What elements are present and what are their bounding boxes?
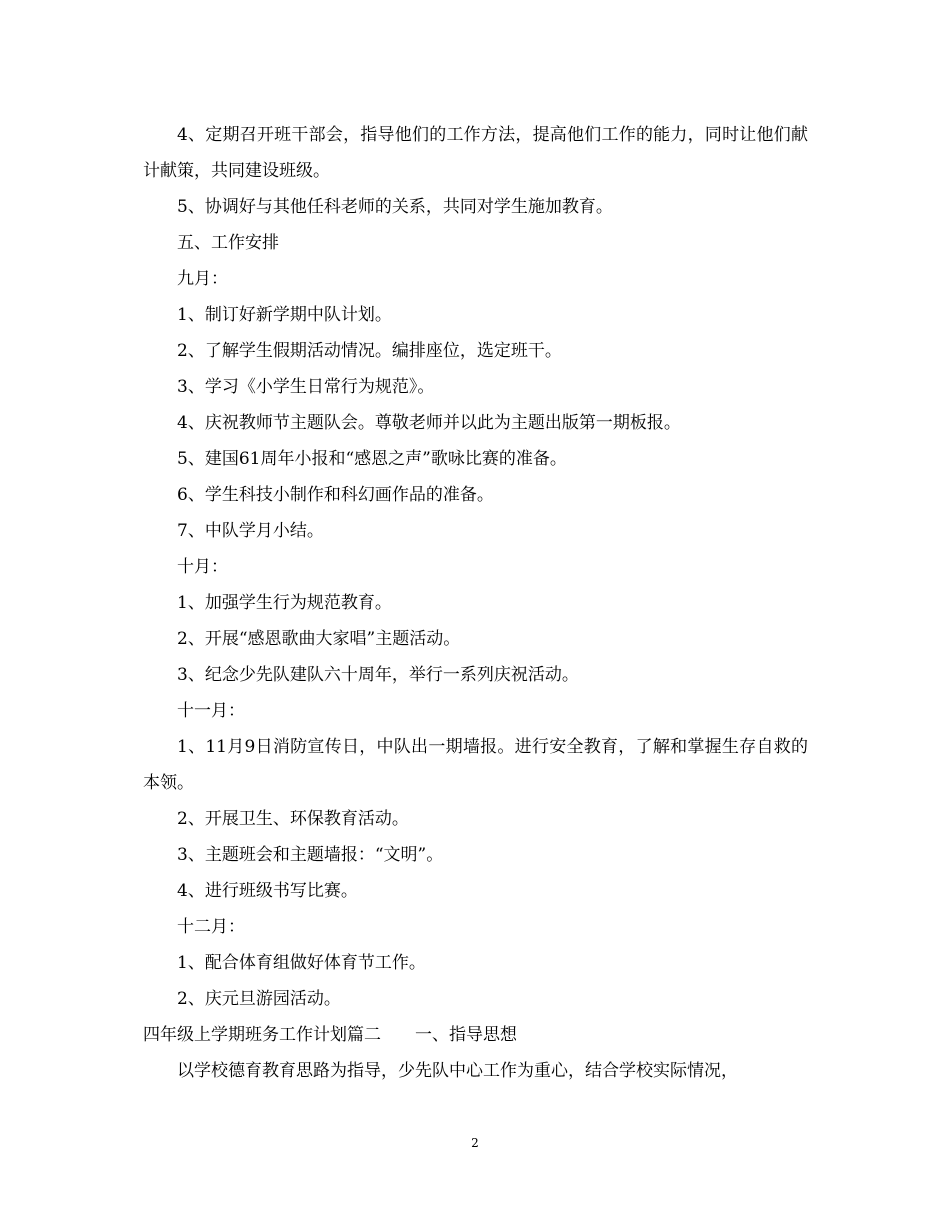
list-item: 3、学习《小学生日常行为规范》。 (177, 377, 435, 397)
list-item: 3、纪念少先队建队六十周年，举行一系列庆祝活动。 (177, 665, 579, 685)
list-item: 4、庆祝教师节主题队会。尊敬老师并以此为主题出版第一期板报。 (177, 413, 681, 433)
list-item: 2、庆元旦游园活动。 (177, 989, 341, 1009)
section-title: 五、工作安排 (177, 233, 279, 253)
paragraph: 以学校德育教育思路为指导，少先队中心工作为重心，结合学校实际情况， (177, 1061, 738, 1081)
list-item: 2、开展卫生、环保教育活动。 (177, 809, 409, 829)
paragraph: 4、定期召开班干部会，指导他们的工作方法，提高他们工作的能力，同时让他们献计献策，共同建设班级。 (143, 125, 808, 181)
list-item: 2、了解学生假期活动情况。编排座位，选定班干。 (177, 341, 562, 361)
section-heading: 四年级上学期班务工作计划篇二 一、指导思想 (143, 1025, 517, 1045)
list-item: 1、加强学生行为规范教育。 (177, 593, 392, 613)
paragraph: 5、协调好与其他任科老师的关系，共同对学生施加教育。 (177, 197, 613, 217)
list-item: 4、进行班级书写比赛。 (177, 881, 358, 901)
list-item: 2、开展“感恩歌曲大家唱”主题活动。 (177, 629, 461, 649)
month-heading: 十二月： (177, 917, 245, 937)
month-heading: 十月： (177, 557, 228, 577)
list-item: 1、配合体育组做好体育节工作。 (177, 953, 426, 973)
list-item: 3、主题班会和主题墙报：“文明”。 (177, 845, 444, 865)
list-item: 6、学生科技小制作和科幻画作品的准备。 (177, 485, 494, 505)
list-item: 7、中队学月小结。 (177, 521, 324, 541)
month-heading: 十一月： (177, 701, 245, 721)
list-item: 1、11月9日消防宣传日，中队出一期墙报。进行安全教育，了解和掌握生存自救的本领。 (143, 737, 808, 793)
month-heading: 九月： (177, 269, 228, 289)
list-item: 1、制订好新学期中队计划。 (177, 305, 392, 325)
page-number: 2 (471, 1136, 479, 1150)
list-item: 5、建国61周年小报和“感恩之声”歌咏比赛的准备。 (177, 449, 567, 469)
page-content (143, 117, 808, 1089)
